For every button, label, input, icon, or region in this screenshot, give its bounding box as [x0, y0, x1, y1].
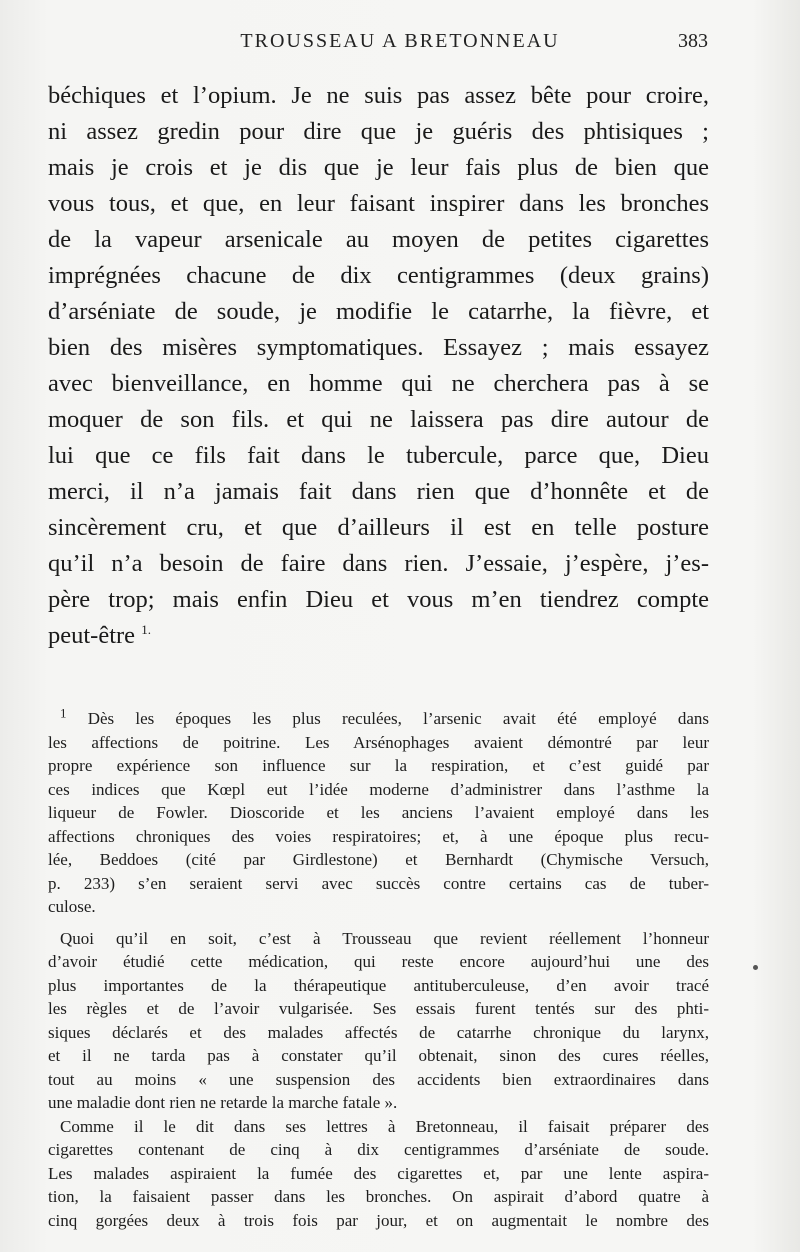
footnote-line: cinq gorgées deux à trois fois par jour, et on augmentait le nombre des [48, 1210, 709, 1230]
text-line: ni assez gredin pour dire que je guéris des phtisiques ; [48, 118, 709, 145]
text-line: vous tous, et que, en leur faisant inspirer dans les bronches [48, 190, 709, 217]
text-line: bien des misères symptomatiques. Essayez ; mais essayez [48, 334, 709, 361]
page-header [0, 30, 800, 60]
text-line: lui que ce fils fait dans le tubercule, parce que, Dieu [48, 442, 709, 469]
footnote-line: et il ne tarda pas à constater qu’il obtenait, sinon des cures réelles, [48, 1046, 709, 1065]
text-line: mais je crois et je dis que je leur fais plus de bien que [48, 154, 709, 181]
footnote-line: les règles et de l’avoir vulgarisée. Ses essais furent tentés sur des phti- [48, 999, 709, 1018]
footnote-line: $^1$ Dès les époques les plus reculées, l’arsenic avait été employé dans [60, 705, 709, 728]
print-speck [753, 965, 758, 970]
footnote-line: plus importantes de la thérapeutique antituberculeuse, d’en avoir tracé [48, 975, 709, 995]
text-line-last [48, 618, 709, 654]
text-line: qu’il n’a besoin de faire dans rien. J’essaie, j’espère, j’es- [48, 550, 709, 577]
text-line: de la vapeur arsenicale au moyen de petites cigarettes [48, 226, 709, 253]
text-line: merci, il n’a jamais fait dans rien que d’honnête et de [48, 478, 709, 505]
footnote-line: lée, Beddoes (cité par Girdlestone) et Bernhardt (Chymische Versuch, [48, 850, 709, 869]
footnote-line: tout au moins « une suspension des accidents bien extraordinaires dans [48, 1069, 709, 1089]
text-line: imprégnées chacune de dix centigrammes (deux grains) [48, 262, 709, 289]
text-line: peut-être [48, 622, 136, 649]
footnote-marker: 1 [60, 705, 67, 721]
main-text-block [48, 78, 709, 654]
footnote-line: Comme il le dit dans ses lettres à Bretonneau, il faisait préparer des [60, 1116, 709, 1136]
footnote-line: une maladie dont rien ne retarde la marche fatale ». [48, 1093, 398, 1112]
footnote-line: ces indices que Kœpl eut l’idée moderne d’administrer dans l’asthme la [48, 779, 709, 799]
text-line: moquer de son fils. et qui ne laissera pas dire autour de [48, 406, 709, 433]
footnote-line: liqueur de Fowler. Dioscoride et les anciens l’avaient employé dans les [48, 803, 709, 822]
footnote-line: Les malades aspiraient la fumée des cigarettes et, par une lente aspira- [48, 1163, 709, 1183]
text-line: sincèrement cru, et que d’ailleurs il est en telle posture [48, 514, 709, 541]
text-line: avec bienveillance, en homme qui ne cherchera pas à se [48, 370, 709, 397]
footnote-line: d’avoir étudié cette médication, qui reste encore aujourd’hui une des [48, 952, 709, 971]
page-number: 383 [678, 30, 708, 52]
text-line: père trop; mais enfin Dieu et vous m’en tiendrez compte [48, 586, 709, 613]
footnotes [48, 707, 709, 1232]
footnote-line: propre expérience son influence sur la respiration, et c’est guidé par [48, 756, 709, 775]
footnote-line: culose. [48, 897, 96, 916]
text-line: d’arséniate de soude, je modifie le catarrhe, la fièvre, et [48, 298, 709, 325]
running-title: TROUSSEAU A BRETONNEAU [240, 30, 560, 52]
footnote-line: affections chroniques des voies respiratoires; et, à une époque plus recu- [48, 826, 709, 846]
footnote-line: Quoi qu’il en soit, c’est à Trousseau que revient réellement l’honneur [60, 928, 709, 948]
footnote-line: p. 233) s’en seraient servi avec succès contre certains cas de tuber- [48, 873, 709, 893]
footnote-line: tion, la faisaient passer dans les bronches. On aspirait d’abord quatre à [48, 1187, 709, 1206]
footnote-reference[interactable]: 1. [141, 621, 151, 637]
footnote-line: siques déclarés et des malades affectés de catarrhe chronique du larynx, [48, 1022, 709, 1042]
paragraph-gap [48, 919, 709, 927]
footnote-line: cigarettes contenant de cinq à dix centigrammes d’arséniate de soude. [48, 1140, 709, 1159]
footnote-line: les affections de poitrine. Les Arsénophages avaient démontré par leur [48, 732, 709, 752]
text-line: béchiques et l’opium. Je ne suis pas assez bête pour croire, [48, 82, 709, 109]
